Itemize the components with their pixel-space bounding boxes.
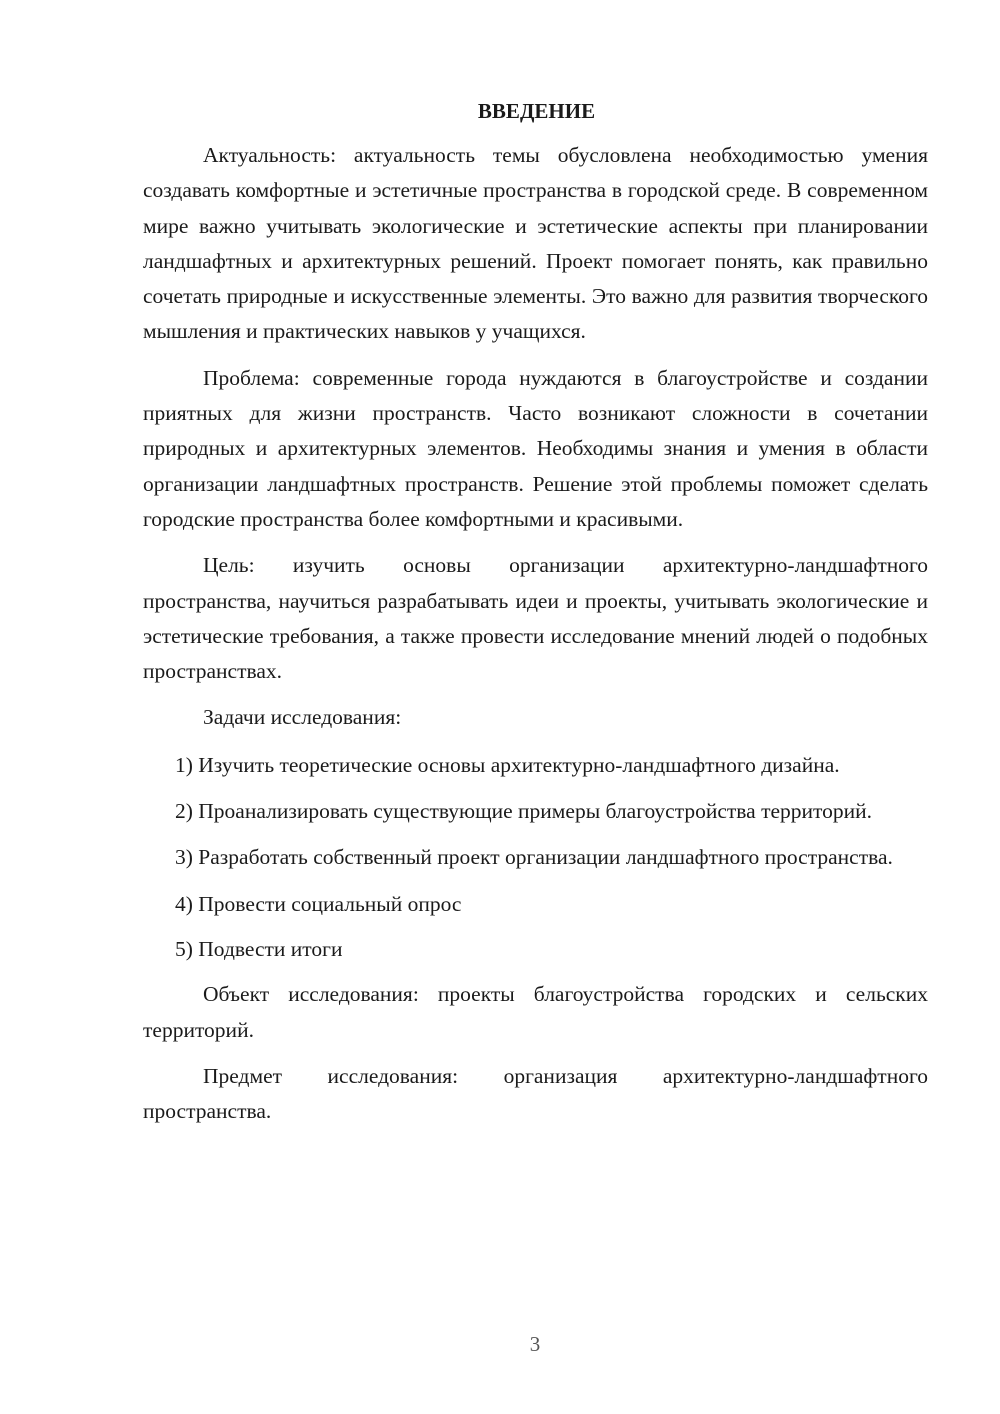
task-item-3: 3) Разработать собственный проект организации ландшафтного пространства. — [175, 845, 893, 870]
document-page — [143, 94, 928, 1140]
paragraph-goal: Цель: изучить основы организации архитектурно-ландшафтного пространства, научиться разрабатывать идеи и проекты, учитывать экологические и эстетические требования, а также провести исследование мнений людей о подобных пространствах. — [143, 553, 928, 684]
paragraph-problem: Проблема: современные города нуждаются в благоустройстве и создании приятных для жизни пространств. Часто возникают сложности в сочетании природных и архитектурных элементов. Необходимы знания и умения в области организации ландшафтных пространств. Решение этой проблемы поможет сделать городские пространства более комфортными и красивыми. — [143, 365, 928, 531]
task-item-1: 1) Изучить теоретические основы архитектурно-ландшафтного дизайна. — [175, 752, 840, 777]
tasks-title: Задачи исследования: — [203, 705, 402, 730]
paragraph-object: Объект исследования: проекты благоустройства городских и сельских территорий. — [143, 982, 928, 1042]
paragraph-subject: Предмет исследования: организация архитектурно-ландшафтного пространства. — [143, 1063, 928, 1124]
task-item-5: 5) Подвести итоги — [175, 936, 343, 961]
tasks-list — [143, 748, 928, 967]
task-item-2: 2) Проанализировать существующие примеры благоустройства территорий. — [175, 799, 873, 824]
section-heading: ВВЕДЕНИЕ — [477, 99, 596, 123]
page-number: 3 — [529, 1332, 541, 1356]
paragraph-relevance: Актуальность: актуальность темы обусловлена необходимостью умения создавать комфортные и эстетичные пространства в городской среде. В современном мире важно учитывать экологические и эстетические аспекты при планировании ландшафтных и архитектурных решений. Проект помогает понять, как правильно сочетать природные и искусственные элементы. Это важно для развития творческого мышления и практических навыков у учащихся. — [143, 143, 928, 344]
task-item-4: 4) Провести социальный опрос — [175, 891, 462, 916]
